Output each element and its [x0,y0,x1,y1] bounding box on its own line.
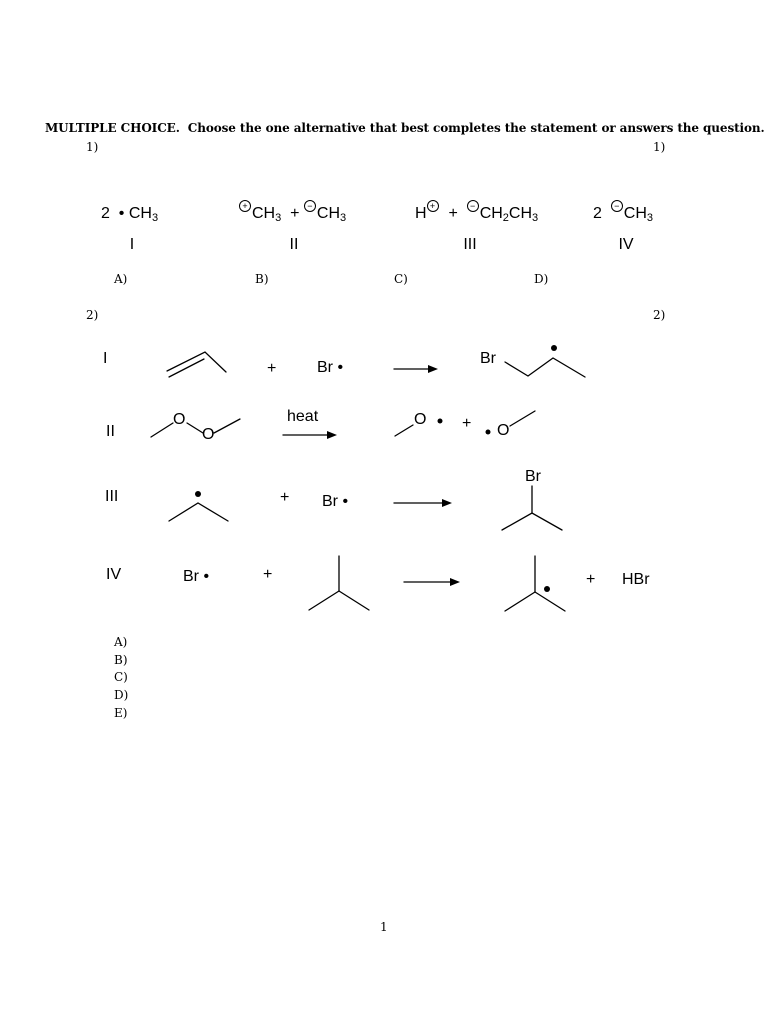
anion-formula: CH [479,205,503,222]
numeral-iv: IV [618,236,634,253]
oxygen-label: O [497,422,510,439]
radical-dot-icon [551,345,557,351]
q1-choice-b[interactable]: B) [255,272,269,286]
coefficient: 2 [593,205,602,222]
isopropyl-radical-structure [169,503,228,521]
q1-choice-d[interactable]: D) [534,272,549,286]
instructions-text: Choose the one alternative that best completes the statement or answers the question. [187,121,765,135]
plus-sign: + [290,205,300,222]
subscript: 3 [340,212,347,224]
anion-formula-mid: CH [508,205,533,222]
q2-choice-d[interactable]: D) [114,688,129,702]
oxygen-label: O [202,426,215,443]
coefficient: 2 [101,205,110,222]
radical-dot: • [118,205,125,222]
bromine-radical: Br • [317,359,344,376]
cation-formula: CH [252,205,276,222]
plus-sign: + [462,415,472,432]
q1-choice-c[interactable]: C) [394,272,408,286]
q2-choice-e[interactable]: E) [114,706,128,720]
subscript: 2 [502,212,509,224]
plus-sign: + [448,205,458,222]
q1-choice-a[interactable]: A) [114,272,128,286]
subscript: 3 [275,212,282,224]
plus-sign: + [586,571,596,588]
page-number: 1 [380,920,388,934]
plus-charge-icon: + [239,200,251,212]
anion-formula: CH [623,205,647,222]
q2-choice-b[interactable]: B) [114,653,128,667]
numeral-iii: III [463,236,477,253]
propene-structure [167,352,226,372]
row-numeral-iii: III [105,488,119,505]
question-1-number: 1) [86,140,99,154]
question-2-number-right: 2) [653,308,666,322]
numeral-ii: II [289,236,299,253]
radical-dot-icon [486,430,491,435]
minus-charge-icon: − [611,200,623,212]
plus-charge-icon: + [427,200,439,212]
formula: CH [128,205,152,222]
plus-sign: + [280,489,290,506]
subscript: 3 [532,212,539,224]
subscript: 3 [151,212,159,224]
radical-dot-icon [438,419,443,424]
plus-sign: + [263,566,273,583]
hbr-label: HBr [622,571,650,588]
bromine-radical: Br • [322,493,349,510]
heat-label: heat [287,408,319,425]
bromine-label: Br [525,468,541,485]
anion-formula: CH [316,205,341,222]
oxygen-label: O [173,411,186,428]
question-2-number: 2) [86,308,99,322]
row-numeral-ii: II [106,423,115,440]
minus-charge-icon: − [304,200,316,212]
q2-choice-c[interactable]: C) [114,670,128,684]
numeral-i: I [129,236,135,253]
q2-choice-a[interactable]: A) [114,635,128,649]
oxygen-label: O [414,411,427,428]
bromine-label: Br [480,350,496,367]
hydrogen: H [415,205,427,222]
bromine-radical: Br • [183,568,210,585]
row-numeral-i: I [103,350,108,367]
plus-sign: + [267,360,277,377]
minus-charge-icon: − [467,200,479,212]
radical-dot-icon [544,586,550,592]
bromopropyl-radical-structure [505,358,585,377]
section-title: MULTIPLE CHOICE. [45,121,180,135]
radical-dot-icon [195,491,201,497]
subscript: 3 [646,212,654,224]
row-numeral-iv: IV [106,566,122,583]
question-1-number-right: 1) [653,140,666,154]
